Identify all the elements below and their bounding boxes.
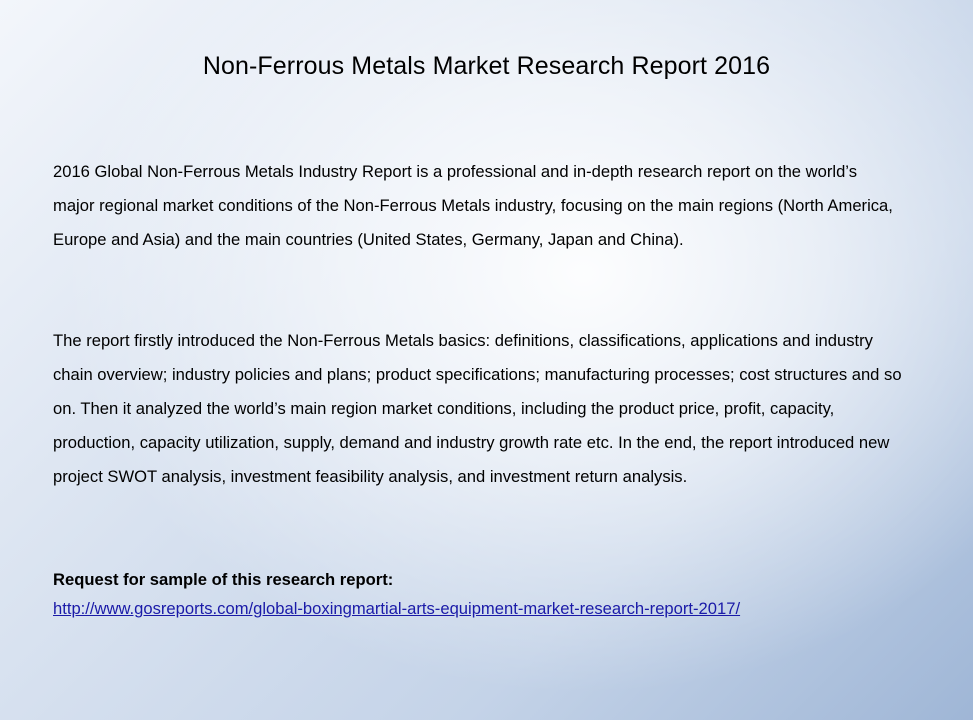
page-title: Non-Ferrous Metals Market Research Report 2016 <box>202 52 771 80</box>
intro-paragraph: 2016 Global Non-Ferrous Metals Industry Report is a professional and in-depth research report on the world’s major regional market conditions of the Non-Ferrous Metals industry, focusing on the main regions (North America, Europe and Asia) and the main countries (United States, Germany, Japan and China). <box>53 162 893 249</box>
sample-request-label: Request for sample of this research report: <box>53 570 394 589</box>
details-paragraph: The report firstly introduced the Non-Ferrous Metals basics: definitions, classifications, applications and industry chain overview; industry policies and plans; product specifications; manufacturing processes; cost structures and so on. Then it analyzed the world’s main region market conditions, including the product price, profit, capacity, production, capacity utilization, supply, demand and industry growth rate etc. In the end, the report introduced new project SWOT analysis, investment feasibility analysis, and investment return analysis. <box>53 331 902 486</box>
sample-request-link[interactable]: http://www.gosreports.com/global-boxingmartial-arts-equipment-market-research-report-2017/ <box>53 599 741 618</box>
